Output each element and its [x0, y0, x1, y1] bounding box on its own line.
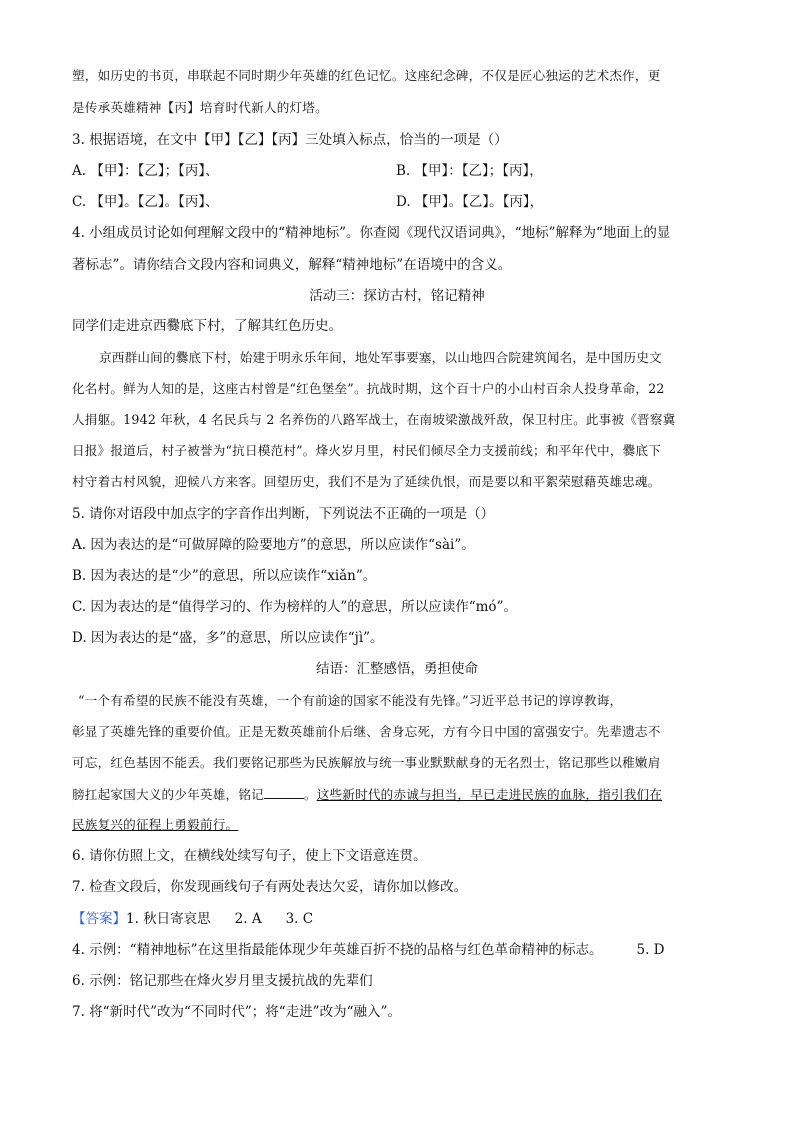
answer-5: 5. D	[636, 942, 665, 958]
answer-4: 4. 示例：“精神地标”在这里指最能体现少年英雄百折不挠的品格与红色革命精神的标志。	[72, 942, 603, 958]
question-4-line: 著标志”。请你结合文段内容和词典义，解释“精神地标”在语境中的含义。	[72, 257, 512, 273]
question-3-option-c: C. 【甲】。【乙】。【丙】、	[72, 194, 219, 210]
conclusion-paragraph-line: 彰显了英雄先锋的重要价值。正是无数英雄前仆后继、舍身忘死，方有今日中国的富强安宁。先辈遗志不	[72, 724, 661, 739]
question-7: 7. 检查文段后，你发现画线句子有两处表达欠妥，请你加以修改。	[72, 879, 468, 895]
answer-tag: 【答案】	[72, 911, 126, 927]
question-3-option-d: D. 【甲】。【乙】。【丙】，	[396, 194, 544, 210]
village-paragraph-line: 村守着古村风貌，迎候八方来客。回望历史，我们不是为了延续仇恨，而是要以和平絮荣慰藉英雄忠魂。	[72, 474, 661, 489]
passage-line: 是传承英雄精神【丙】培育时代新人的灯塔。	[72, 100, 328, 115]
underlined-sentence: 这些新时代的赤诚与担当，早已走进民族的血脉，指引我们在	[316, 787, 663, 802]
activity-3-intro: 同学们走进京西爨底下村，了解其红色历史。	[72, 318, 342, 334]
conclusion-paragraph-line	[72, 815, 238, 835]
answer-6: 6. 示例：铭记那些在烽火岁月里支援抗战的先辈们	[72, 973, 373, 989]
answer-3: 3. C	[285, 911, 314, 927]
village-paragraph-line: 人捐躯。1942 年秋，4 名民兵与 2 名养伤的八路军战士，在南坡梁激战歼敌，保卫村庄。此事被《晋察冀	[72, 412, 676, 427]
answer-line	[72, 940, 664, 960]
answer-1: 1. 秋日寄哀思	[126, 911, 211, 927]
question-4-line: 4. 小组成员讨论如何理解文段中的“精神地标”。你查阅《现代汉语词典》，“地标”解释为“地面上的显	[72, 225, 671, 241]
activity-3-heading: 活动三：探访古村，铭记精神	[309, 288, 485, 304]
question-5-stem: 5. 请你对语段中加点字的字音作出判断，下列说法不正确的一项是（）	[72, 506, 495, 522]
underlined-sentence: 民族复兴的征程上勇毅前行。	[72, 817, 239, 832]
answer-7: 7. 将“新时代”改为“不同时代”；将“走进”改为“融入”。	[72, 1004, 401, 1020]
village-paragraph-line: 化名村。鲜为人知的是，这座古村曾是“红色堡垒”。抗战时期，这个百十户的小山村百余人投身革命，22	[72, 381, 665, 396]
answer-line	[72, 909, 313, 929]
passage-line: 塑，如历史的书页，串联起不同时期少年英雄的红色记忆。这座纪念碑，不仅是匠心独运的艺术杰作，更	[72, 68, 661, 83]
conclusion-text: 。	[303, 787, 317, 802]
village-paragraph-line: 日报》报道后，村子被誉为“抗日模范村”。烽火岁月里，村民们倾尽全力支援前线；和平年代中，爨底下	[72, 443, 661, 458]
village-paragraph-line: 京西群山间的爨底下村，始建于明永乐年间，地处军事要塞，以山地四合院建筑闻名，是中国历史文	[99, 350, 662, 365]
question-5-option-d: D. 因为表达的是“盛，多”的意思，所以应读作“jì”。	[72, 630, 384, 646]
question-3-stem: 3. 根据语境，在文中【甲】【乙】【丙】三处填入标点，恰当的一项是（）	[72, 132, 508, 148]
fill-in-blank	[264, 784, 304, 799]
question-5-option-c: C. 因为表达的是“值得学习的、作为榜样的人”的意思，所以应读作“mó”。	[72, 599, 517, 615]
conclusion-heading: 结语：汇整感悟，勇担使命	[316, 661, 478, 677]
conclusion-paragraph-line	[72, 784, 662, 805]
question-3-option-b: B. 【甲】：【乙】；【丙】，	[396, 163, 543, 179]
question-5-option-b: B. 因为表达的是“少”的意思，所以应读作“xiǎn”。	[72, 568, 377, 584]
conclusion-paragraph-line: “一个有希望的民族不能没有英雄，一个有前途的国家不能没有先锋。”习近平总书记的谆谆教诲，	[78, 693, 623, 708]
question-3-option-a: A. 【甲】：【乙】；【丙】、	[72, 163, 219, 179]
conclusion-paragraph-line: 可忘，红色基因不能丢。我们要铭记那些为民族解放与统一事业默默献身的无名烈士，铭记那些以稚嫩肩	[72, 755, 661, 770]
answer-2: 2. A	[234, 911, 262, 927]
question-5-option-a: A. 因为表达的是“可做屏障的险要地方”的意思，所以应读作“sài”。	[72, 537, 475, 553]
conclusion-text: 膀扛起家国大义的少年英雄，铭记	[72, 787, 264, 802]
question-6: 6. 请你仿照上文，在横线处续写句子，使上下文语意连贯。	[72, 848, 427, 864]
